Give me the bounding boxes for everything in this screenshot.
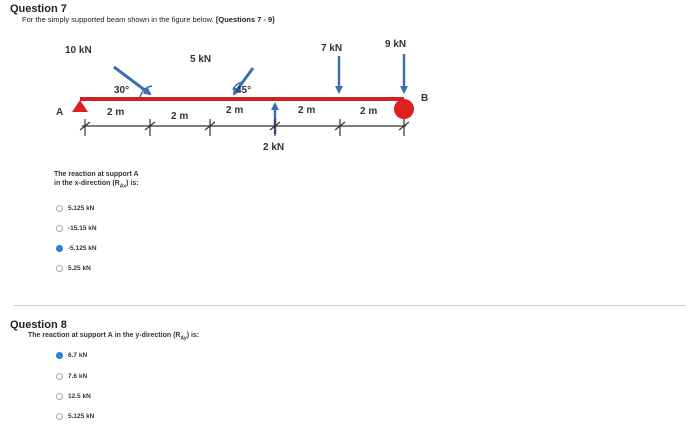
support-label-b: B	[421, 93, 429, 104]
span-label-4: 2 m	[298, 105, 316, 116]
span-label-5: 2 m	[360, 106, 378, 117]
radio-button[interactable]	[56, 413, 63, 420]
load-label-7kn: 7 kN	[321, 43, 343, 54]
q7-option-3[interactable]	[56, 245, 97, 252]
question-7-title: Question 7	[10, 3, 67, 15]
pin-support-a	[72, 100, 88, 112]
radio-button[interactable]	[56, 205, 63, 212]
angle-label-30: 30°	[114, 85, 130, 96]
q8-option-1[interactable]	[56, 352, 87, 359]
section-divider	[14, 305, 686, 306]
option-label: 5.125 kN	[68, 205, 95, 212]
radio-button[interactable]	[56, 265, 63, 272]
roller-support-b	[394, 99, 414, 119]
q8-option-4[interactable]	[56, 413, 94, 420]
span-label-3: 2 m	[226, 105, 244, 116]
question-7-prompt	[54, 170, 139, 191]
subscript-ax: Ax	[119, 183, 127, 190]
q7-option-4[interactable]	[56, 265, 91, 272]
support-label-a: A	[56, 107, 64, 118]
radio-button[interactable]	[56, 225, 63, 232]
span-label-1: 2 m	[107, 107, 125, 118]
load-label-9kn: 9 kN	[385, 39, 407, 50]
q7-option-1[interactable]	[56, 205, 94, 212]
question-8-title: Question 8	[10, 319, 67, 331]
radio-button[interactable]	[56, 393, 63, 400]
radio-button[interactable]	[56, 373, 63, 380]
subtitle-text: For the simply supported beam shown in the figure below.	[22, 15, 214, 24]
option-label: -15.15 kN	[68, 225, 97, 232]
question-7-line2: in the x-direction $(R_{Ax})$ is:	[54, 180, 139, 190]
q7-option-2[interactable]	[56, 225, 97, 232]
radio-button-selected[interactable]	[56, 245, 63, 252]
dimension-line	[80, 119, 409, 136]
option-label: 5.125 kN	[68, 413, 95, 420]
option-label: 5.25 kN	[68, 265, 91, 272]
subtitle-ref: [Questions 7 - 9]	[215, 15, 275, 24]
option-label: 12.5 kN	[68, 393, 91, 400]
q8-option-3[interactable]	[56, 393, 91, 400]
radio-button-selected[interactable]	[56, 352, 63, 359]
question-7-line1: The reaction at support A	[54, 171, 139, 178]
q8-option-2[interactable]	[56, 373, 87, 380]
subscript-ay: Ay	[180, 335, 187, 342]
load-label-2kn: 2 kN	[263, 142, 285, 153]
option-label: 6.7 kN	[68, 352, 88, 359]
load-label-5kn: 5 kN	[190, 54, 212, 65]
question-8-prompt: The reaction at support A in the y-direction $(R_{Ay})$ is:	[28, 332, 200, 342]
angle-label-45: 45°	[236, 85, 252, 96]
span-label-2: 2 m	[171, 111, 189, 122]
option-label: 7.6 kN	[68, 373, 88, 380]
load-label-10kn: 10 kN	[65, 45, 92, 56]
option-label: -5.125 kN	[68, 245, 97, 252]
